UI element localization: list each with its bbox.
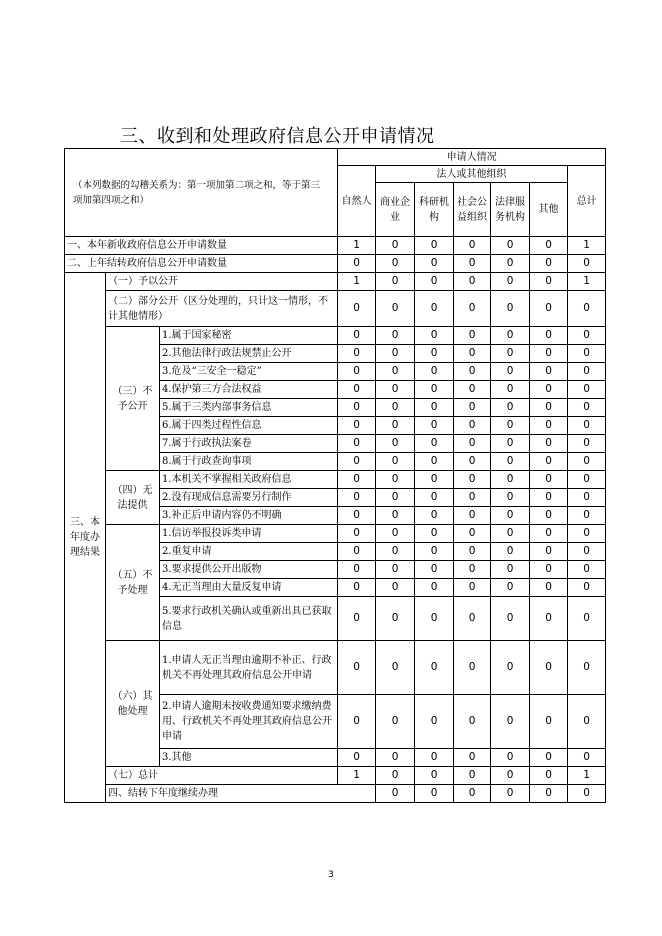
sub-label: 3.危及“三安全一稳定” [160, 363, 338, 381]
value-cell: 0 [415, 561, 454, 579]
value-cell: 0 [415, 273, 454, 291]
value-cell: 0 [530, 417, 568, 435]
value-cell: 0 [376, 695, 415, 749]
value-cell: 0 [376, 255, 415, 273]
value-cell: 0 [415, 291, 454, 327]
value-cell: 0 [415, 255, 454, 273]
header-public-welfare: 社会公益组织 [454, 183, 491, 237]
value-cell: 0 [415, 597, 454, 641]
header-research: 科研机构 [415, 183, 454, 237]
value-cell: 0 [491, 255, 530, 273]
value-cell: 0 [491, 641, 530, 695]
sub-label: 2.重复申请 [160, 543, 338, 561]
value-cell: 0 [454, 695, 491, 749]
value-cell: 0 [568, 641, 606, 695]
value-cell: 0 [530, 363, 568, 381]
value-cell: 0 [454, 597, 491, 641]
row-label: 二、上年结转政府信息公开申请数量 [65, 255, 338, 273]
value-cell: 0 [454, 255, 491, 273]
value-cell: 0 [376, 471, 415, 489]
value-cell: 1 [568, 767, 606, 785]
value-cell: 0 [376, 273, 415, 291]
value-cell: 0 [454, 749, 491, 767]
value-cell: 0 [338, 749, 376, 767]
value-cell: 0 [568, 489, 606, 507]
value-cell: 0 [338, 435, 376, 453]
value-cell: 0 [530, 543, 568, 561]
value-cell: 0 [530, 695, 568, 749]
value-cell: 0 [568, 543, 606, 561]
value-cell: 0 [491, 785, 530, 803]
value-cell: 0 [454, 579, 491, 597]
header-legal-service: 法律服务机构 [491, 183, 530, 237]
value-cell: 0 [530, 525, 568, 543]
row-total [65, 767, 606, 785]
value-cell: 0 [376, 525, 415, 543]
value-cell: 0 [491, 597, 530, 641]
value-cell: 0 [568, 435, 606, 453]
value-cell: 0 [491, 471, 530, 489]
value-cell: 0 [491, 345, 530, 363]
value-cell: 0 [568, 597, 606, 641]
value-cell: 0 [491, 291, 530, 327]
value-cell: 0 [415, 363, 454, 381]
value-cell: 0 [530, 237, 568, 255]
sub-label: 6.属于四类过程性信息 [160, 417, 338, 435]
value-cell: 0 [415, 435, 454, 453]
value-cell: 0 [454, 417, 491, 435]
value-cell: 0 [491, 695, 530, 749]
value-cell: 0 [338, 695, 376, 749]
value-cell: 0 [415, 399, 454, 417]
value-cell: 0 [530, 507, 568, 525]
value-cell: 0 [491, 273, 530, 291]
value-cell: 0 [568, 525, 606, 543]
value-cell: 0 [415, 785, 454, 803]
value-cell: 0 [415, 579, 454, 597]
sub-label: 4.无正当理由大量反复申请 [160, 579, 338, 597]
value-cell: 0 [338, 561, 376, 579]
value-cell: 0 [376, 767, 415, 785]
value-cell: 0 [491, 435, 530, 453]
value-cell: 0 [454, 363, 491, 381]
value-cell: 0 [454, 489, 491, 507]
value-cell: 0 [376, 561, 415, 579]
value-cell: 0 [568, 471, 606, 489]
value-cell: 0 [491, 381, 530, 399]
sub-label: 1.申请人无正当理由逾期不补正、行政机关不再处理其政府信息公开申请 [160, 641, 338, 695]
value-cell: 0 [338, 381, 376, 399]
value-cell: 0 [491, 767, 530, 785]
value-cell: 0 [376, 641, 415, 695]
value-cell: 0 [530, 453, 568, 471]
value-cell: 0 [376, 363, 415, 381]
value-cell: 0 [454, 641, 491, 695]
value-cell: 0 [491, 417, 530, 435]
row-nd1 [65, 327, 606, 345]
row-label: （一）予以公开 [106, 273, 338, 291]
value-cell: 0 [376, 417, 415, 435]
value-cell: 0 [415, 749, 454, 767]
value-cell: 0 [376, 785, 415, 803]
sub-label: 2.申请人逾期未按收费通知要求缴纳费用、行政机关不再处理其政府信息公开申请 [160, 695, 338, 749]
value-cell: 0 [491, 399, 530, 417]
row-nh1 [65, 525, 606, 543]
value-cell: 0 [454, 767, 491, 785]
sub-label: 3.补正后申请内容仍不明确 [160, 507, 338, 525]
value-cell: 0 [338, 291, 376, 327]
value-cell: 0 [568, 291, 606, 327]
row-oh1 [65, 641, 606, 695]
value-cell: 0 [491, 525, 530, 543]
value-cell: 0 [338, 327, 376, 345]
value-cell: 0 [415, 641, 454, 695]
sub-label: 1.信访举报投诉类申请 [160, 525, 338, 543]
value-cell: 0 [338, 489, 376, 507]
value-cell: 0 [376, 749, 415, 767]
value-cell: 0 [491, 237, 530, 255]
value-cell: 0 [415, 767, 454, 785]
sub-label: 8.属于行政查询事项 [160, 453, 338, 471]
value-cell: 0 [568, 561, 606, 579]
value-cell: 0 [338, 363, 376, 381]
value-cell: 0 [454, 345, 491, 363]
value-cell: 0 [454, 381, 491, 399]
value-cell: 0 [530, 749, 568, 767]
value-cell: 0 [568, 345, 606, 363]
value-cell: 0 [491, 507, 530, 525]
value-cell: 0 [530, 641, 568, 695]
value-cell: 0 [568, 507, 606, 525]
value-cell: 0 [530, 345, 568, 363]
value-cell: 0 [568, 579, 606, 597]
value-cell: 0 [530, 489, 568, 507]
value-cell: 0 [376, 381, 415, 399]
value-cell: 0 [530, 471, 568, 489]
value-cell: 0 [338, 507, 376, 525]
value-cell: 0 [376, 453, 415, 471]
value-cell: 0 [530, 579, 568, 597]
value-cell: 0 [568, 695, 606, 749]
group-label-not-handled: （五）不予处理 [106, 525, 160, 641]
value-cell: 0 [530, 291, 568, 327]
value-cell: 0 [415, 507, 454, 525]
value-cell: 0 [415, 345, 454, 363]
value-cell: 0 [338, 399, 376, 417]
value-cell: 0 [338, 543, 376, 561]
header-applicant: 申请人情况 [338, 149, 606, 166]
value-cell: 0 [454, 471, 491, 489]
value-cell: 0 [491, 749, 530, 767]
value-cell: 0 [376, 597, 415, 641]
value-cell: 0 [376, 291, 415, 327]
value-cell: 0 [568, 785, 606, 803]
value-cell: 0 [376, 345, 415, 363]
value-cell: 1 [338, 767, 376, 785]
value-cell: 1 [568, 273, 606, 291]
value-cell: 0 [568, 417, 606, 435]
value-cell: 1 [338, 273, 376, 291]
header-total: 总计 [568, 166, 606, 237]
value-cell: 0 [530, 273, 568, 291]
row-carried-over [65, 255, 606, 273]
value-cell: 0 [530, 381, 568, 399]
value-cell: 0 [530, 435, 568, 453]
section-title: 三、收到和处理政府信息公开申请情况 [120, 126, 435, 147]
value-cell: 0 [491, 579, 530, 597]
value-cell: 0 [530, 785, 568, 803]
value-cell: 1 [338, 237, 376, 255]
value-cell: 0 [415, 381, 454, 399]
group-label-unable: （四）无法提供 [106, 471, 160, 525]
value-cell: 0 [338, 641, 376, 695]
header-note: （本列数据的勾稽关系为：第一项加第二项之和，等于第三项加第四项之和） [65, 149, 338, 237]
group-label-not-disclosed: （三）不予公开 [106, 327, 160, 471]
value-cell: 0 [376, 435, 415, 453]
value-cell: 0 [376, 489, 415, 507]
header-natural-person: 自然人 [338, 166, 376, 237]
value-cell: 0 [568, 255, 606, 273]
value-cell: 0 [568, 399, 606, 417]
value-cell: 0 [338, 417, 376, 435]
value-cell: 0 [338, 525, 376, 543]
value-cell: 0 [415, 543, 454, 561]
value-cell: 0 [338, 255, 376, 273]
value-cell: 0 [454, 543, 491, 561]
value-cell: 0 [568, 327, 606, 345]
value-cell: 0 [415, 525, 454, 543]
value-cell: 0 [338, 579, 376, 597]
row-partial [65, 291, 606, 327]
value-cell: 0 [376, 543, 415, 561]
value-cell: 0 [415, 327, 454, 345]
value-cell: 0 [491, 327, 530, 345]
value-cell: 0 [415, 695, 454, 749]
value-cell: 0 [376, 579, 415, 597]
info-disclosure-table [64, 148, 606, 803]
value-cell: 0 [530, 561, 568, 579]
row-label: （七）总计 [106, 767, 338, 785]
sub-label: 1.属于国家秘密 [160, 327, 338, 345]
value-cell: 0 [568, 381, 606, 399]
value-cell: 0 [415, 489, 454, 507]
value-cell: 0 [491, 561, 530, 579]
value-cell: 0 [454, 507, 491, 525]
value-cell: 0 [415, 471, 454, 489]
value-cell: 0 [338, 471, 376, 489]
row-label: 一、本年新收政府信息公开申请数量 [65, 237, 338, 255]
value-cell: 0 [491, 363, 530, 381]
sub-label: 2.没有现成信息需要另行制作 [160, 489, 338, 507]
value-cell: 0 [376, 507, 415, 525]
value-cell: 0 [568, 749, 606, 767]
value-cell: 0 [454, 399, 491, 417]
value-cell: 0 [454, 561, 491, 579]
value-cell: 0 [454, 453, 491, 471]
results-label: 三、本年度办理结果 [65, 273, 106, 803]
value-cell: 0 [454, 525, 491, 543]
sub-label: 4.保护第三方合法权益 [160, 381, 338, 399]
value-cell: 0 [338, 597, 376, 641]
value-cell: 0 [454, 237, 491, 255]
row-disclosed [65, 273, 606, 291]
value-cell: 0 [454, 291, 491, 327]
value-cell: 0 [530, 255, 568, 273]
header-business: 商业企业 [376, 183, 415, 237]
value-cell: 0 [415, 237, 454, 255]
sub-label: 2.其他法律行政法规禁止公开 [160, 345, 338, 363]
page-number: 3 [328, 870, 334, 880]
value-cell: 0 [415, 453, 454, 471]
row-new-requests [65, 237, 606, 255]
value-cell: 0 [338, 345, 376, 363]
header-legal-group: 法人或其他组织 [376, 166, 568, 183]
value-cell: 0 [376, 327, 415, 345]
value-cell: 0 [568, 363, 606, 381]
value-cell: 0 [491, 489, 530, 507]
sub-label: 3.其他 [160, 749, 338, 767]
group-label-other-handling: （六）其他处理 [106, 641, 160, 767]
value-cell: 0 [415, 417, 454, 435]
row-un1 [65, 471, 606, 489]
value-cell: 0 [530, 399, 568, 417]
sub-label: 5.要求行政机关确认或重新出具已获取信息 [160, 597, 338, 641]
value-cell: 0 [491, 543, 530, 561]
value-cell: 0 [530, 767, 568, 785]
value-cell: 0 [530, 327, 568, 345]
value-cell: 0 [338, 453, 376, 471]
sub-label: 5.属于三类内部事务信息 [160, 399, 338, 417]
value-cell: 0 [454, 785, 491, 803]
sub-label: 3.要求提供公开出版物 [160, 561, 338, 579]
sub-label: 1.本机关不掌握相关政府信息 [160, 471, 338, 489]
sub-label: 7.属于行政执法案卷 [160, 435, 338, 453]
value-cell: 0 [454, 435, 491, 453]
value-cell: 0 [376, 237, 415, 255]
row-label: 四、结转下年度继续办理 [106, 785, 376, 803]
row-label: （二）部分公开（区分处理的，只计这一情形，不计其他情形） [106, 291, 338, 327]
value-cell: 0 [376, 399, 415, 417]
value-cell: 0 [454, 273, 491, 291]
value-cell: 1 [568, 237, 606, 255]
header-other: 其他 [530, 183, 568, 237]
value-cell: 0 [530, 597, 568, 641]
value-cell: 0 [568, 453, 606, 471]
value-cell: 0 [454, 327, 491, 345]
value-cell: 0 [491, 453, 530, 471]
row-next-year [65, 785, 606, 803]
